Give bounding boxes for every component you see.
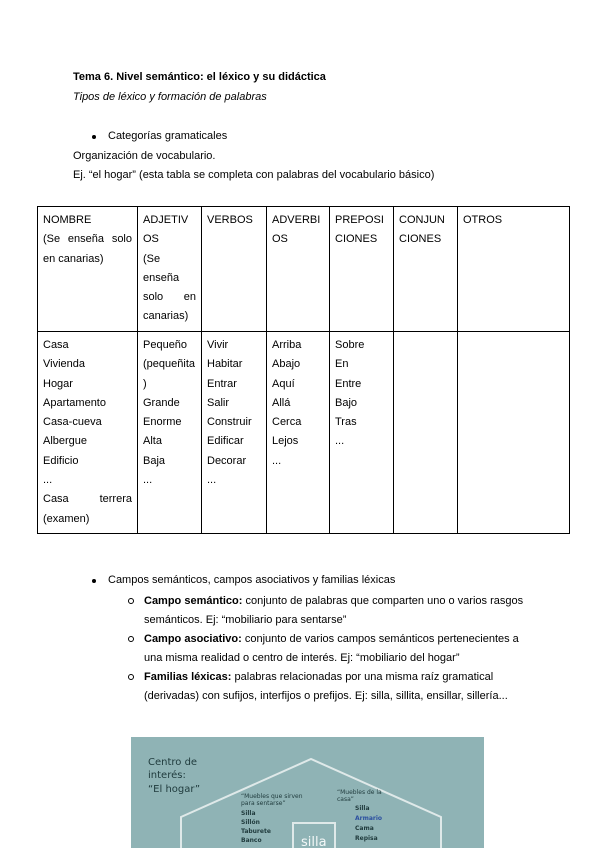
table-row [38,332,570,534]
page-subtitle: Tipos de léxico y formación de palabras [73,91,267,103]
list-item-campo-semantico: Campo semántico: conjunto de palabras que comparten uno o varios rasgos semánticos. Ej: “mobiliario para sentarse” [144,592,526,630]
left-caption-1: “Muebles que sirven [241,793,303,800]
center-label-2: interés: [148,770,186,781]
header-cell-adverbios: ADVERBI OS [267,207,330,332]
right-caption-2: casa” [337,796,354,803]
nombres-cell: Casa Vivienda Hogar Apartamento Casa-cueva Albergue Edificio ... Casa terrera (examen) [38,332,138,534]
verbos-cell: Vivir Habitar Entrar Salir Construir Edificar Decorar ... [202,332,267,534]
header-cell-adjetivos: ADJETIV OS (Se enseña solo en canarias) [138,207,202,332]
header-cell-nombre: NOMBRE (Se enseña solo en canarias) [38,207,138,332]
otros-cell [458,332,570,534]
right-word-4: Repisa [355,835,378,842]
left-caption-2: para sentarse” [241,800,286,807]
right-caption-1: “Muebles de la [337,789,382,796]
bullet-categorias: Categorías gramaticales [108,130,228,142]
circle-bullet-icon [128,598,134,604]
left-word-3: Taburete [241,828,271,835]
bullet-campos: Campos semánticos, campos asociativos y familias léxicas [108,574,396,586]
intro-line-2: Ej. “el hogar” (esta tabla se completa con palabras del vocabulario básico) [73,169,435,181]
adverbios-cell: Arriba Abajo Aquí Allá Cerca Lejos ... [267,332,330,534]
page-title: Tema 6. Nivel semántico: el léxico y su didáctica [73,71,326,83]
circle-bullet-icon [128,636,134,642]
center-label-1: Centro de [148,757,198,768]
hogar-diagram-image [131,737,484,848]
table-header-row [38,207,570,332]
list-item-familias-lexicas: Familias léxicas: palabras relacionadas por una misma raíz gramatical (derivadas) con sufijos, interfijos o prefijos. Ej: silla, sillita, ensillar, sillería... [144,668,526,706]
header-cell-preposiciones: PREPOSI CIONES [330,207,394,332]
conjunciones-cell [394,332,458,534]
list-item-campo-asociativo: Campo asociativo: conjunto de varios campos semánticos pertenecientes a una misma realidad o centro de interés. Ej: “mobiliario del hogar” [144,630,526,668]
right-word-2: Armario [355,815,383,822]
intro-line-1: Organización de vocabulario. [73,150,216,162]
header-cell-otros: OTROS [458,207,570,332]
circle-bullet-icon [128,674,134,680]
left-word-1: Silla [241,810,256,817]
header-cell-conjunciones: CONJUN CIONES [394,207,458,332]
preposiciones-cell: Sobre En Entre Bajo Tras ... [330,332,394,534]
center-word: silla [301,835,327,848]
left-word-4: Banco [241,837,262,844]
right-word-3: Cama [355,825,374,832]
right-word-1: Silla [355,805,370,812]
left-word-2: Sillón [241,819,260,826]
vocabulary-table [37,206,570,534]
center-label-3: “El hogar” [148,784,201,795]
header-cell-verbos: VERBOS [202,207,267,332]
adjetivos-cell: Pequeño (pequeñita ) Grande Enorme Alta Baja ... [138,332,202,534]
